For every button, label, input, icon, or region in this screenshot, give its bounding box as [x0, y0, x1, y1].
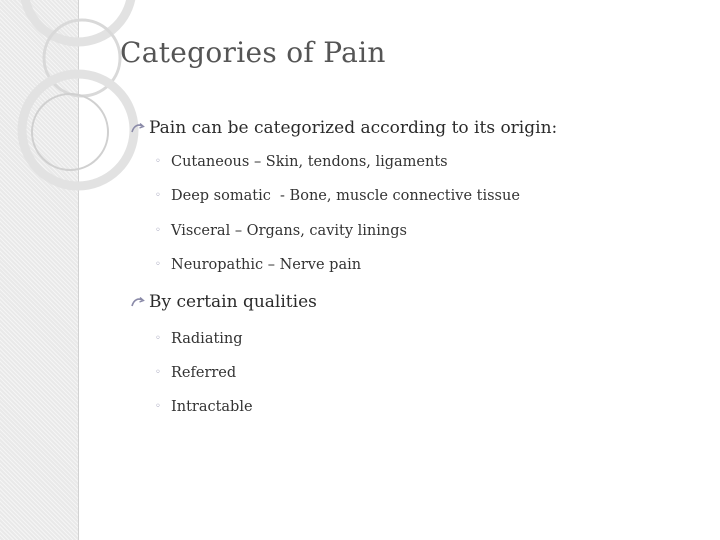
sub-bullet-item [155, 257, 361, 273]
curved-arrow-icon [131, 292, 149, 312]
bullet-text: By certain qualities [149, 292, 317, 312]
slide-title: Categories of Pain [120, 36, 386, 69]
curved-arrow-icon [131, 118, 149, 138]
bullet-item [131, 292, 317, 312]
sub-bullet-item [155, 331, 243, 347]
sub-bullet-item [155, 399, 253, 415]
sub-bullet-text: Intractable [171, 399, 253, 415]
ring-bullet-icon: ◦ [155, 156, 161, 167]
sub-bullet-text: Neuropathic – Nerve pain [171, 257, 362, 273]
ring-bullet-icon: ◦ [155, 259, 161, 270]
sub-bullet-item [155, 223, 407, 239]
ring-bullet-icon: ◦ [155, 333, 161, 344]
sub-bullet-text: Visceral – Organs, cavity linings [171, 223, 407, 239]
ring-bullet-icon: ◦ [155, 367, 161, 378]
ring-bullet-icon: ◦ [155, 190, 161, 201]
sub-bullet-text: Deep somatic - Bone, muscle connective tissue [171, 188, 520, 204]
sub-bullet-text: Cutaneous – Skin, tendons, ligaments [171, 154, 448, 170]
sub-bullet-text: Referred [171, 365, 237, 381]
ring-bullet-icon: ◦ [155, 401, 161, 412]
sub-bullet-item [155, 365, 236, 381]
bullet-item [131, 118, 557, 138]
slide-sidebar-band [0, 0, 79, 540]
sub-bullet-text: Radiating [171, 331, 243, 347]
ring-bullet-icon: ◦ [155, 225, 161, 236]
bullet-text: Pain can be categorized according to its origin: [149, 118, 558, 138]
sub-bullet-item [155, 154, 448, 170]
sub-bullet-item [155, 188, 520, 204]
